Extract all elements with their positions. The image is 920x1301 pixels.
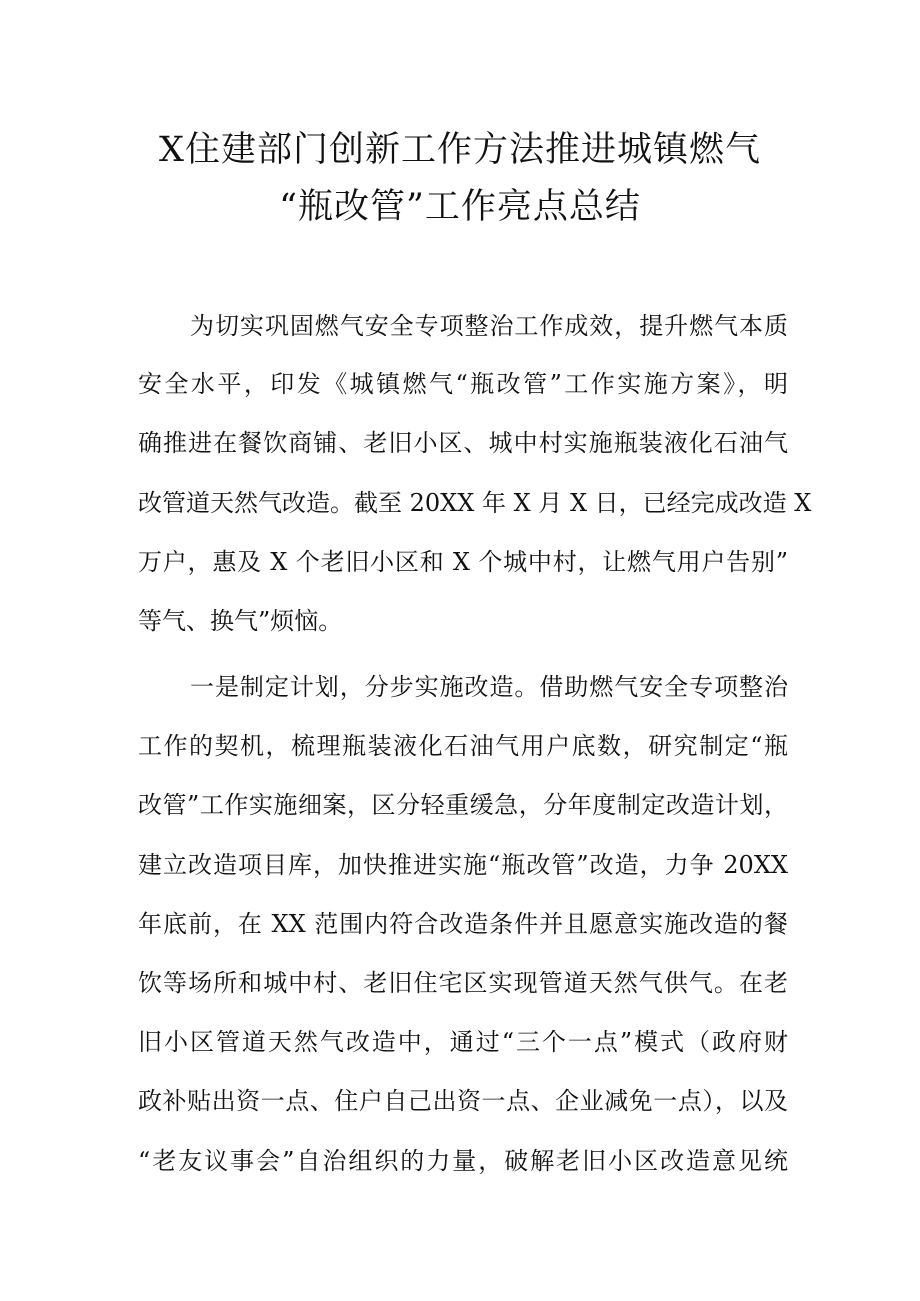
paragraph-1-line-5: 万户，惠及 X 个老旧小区和 X 个城中村，让燃气用户告别” <box>138 548 788 576</box>
document-title-line-1: X住建部门创新工作方法推进城镇燃气 <box>159 130 761 170</box>
paragraph-1-line-6: 等气、换气”烦恼。 <box>138 607 343 635</box>
paragraph-2-line-2: 工作的契机，梳理瓶装液化石油气用户底数，研究制定“瓶 <box>138 732 788 760</box>
paragraph-2-line-6: 饮等场所和城中村、老旧住宅区实现管道天然气供气。在老 <box>138 969 788 997</box>
paragraph-2-line-4: 建立改造项目库，加快推进实施“瓶改管”改造，力争 20XX <box>138 851 788 879</box>
paragraph-2-line-1: 一是制定计划，分步实施改造。借助燃气安全专项整治 <box>190 673 788 701</box>
paragraph-1-line-4: 改管道天然气改造。截至 20XX 年 X 月 X 日，已经完成改造 X <box>138 489 812 517</box>
document-title-line-2: “瓶改管”工作亮点总结 <box>279 187 641 227</box>
paragraph-1-line-3: 确推进在餐饮商铺、老旧小区、城中村实施瓶装液化石油气 <box>138 429 788 457</box>
paragraph-2-line-7: 旧小区管道天然气改造中，通过“三个一点”模式（政府财 <box>138 1028 788 1056</box>
paragraph-2-line-8: 政补贴出资一点、住户自己出资一点、企业减免一点），以及 <box>138 1087 788 1115</box>
paragraph-2-line-5: 年底前，在 XX 范围内符合改造条件并且愿意实施改造的餐 <box>138 910 788 938</box>
paragraph-2-line-3: 改管”工作实施细案，区分轻重缓急，分年度制定改造计划， <box>138 791 788 819</box>
paragraph-2-line-9: “老友议事会”自治组织的力量，破解老旧小区改造意见统 <box>138 1147 788 1175</box>
paragraph-1-line-2: 安全水平，印发《城镇燃气“瓶改管”工作实施方案》，明 <box>138 370 788 398</box>
paragraph-1-line-1: 为切实巩固燃气安全专项整治工作成效，提升燃气本质 <box>190 312 788 340</box>
